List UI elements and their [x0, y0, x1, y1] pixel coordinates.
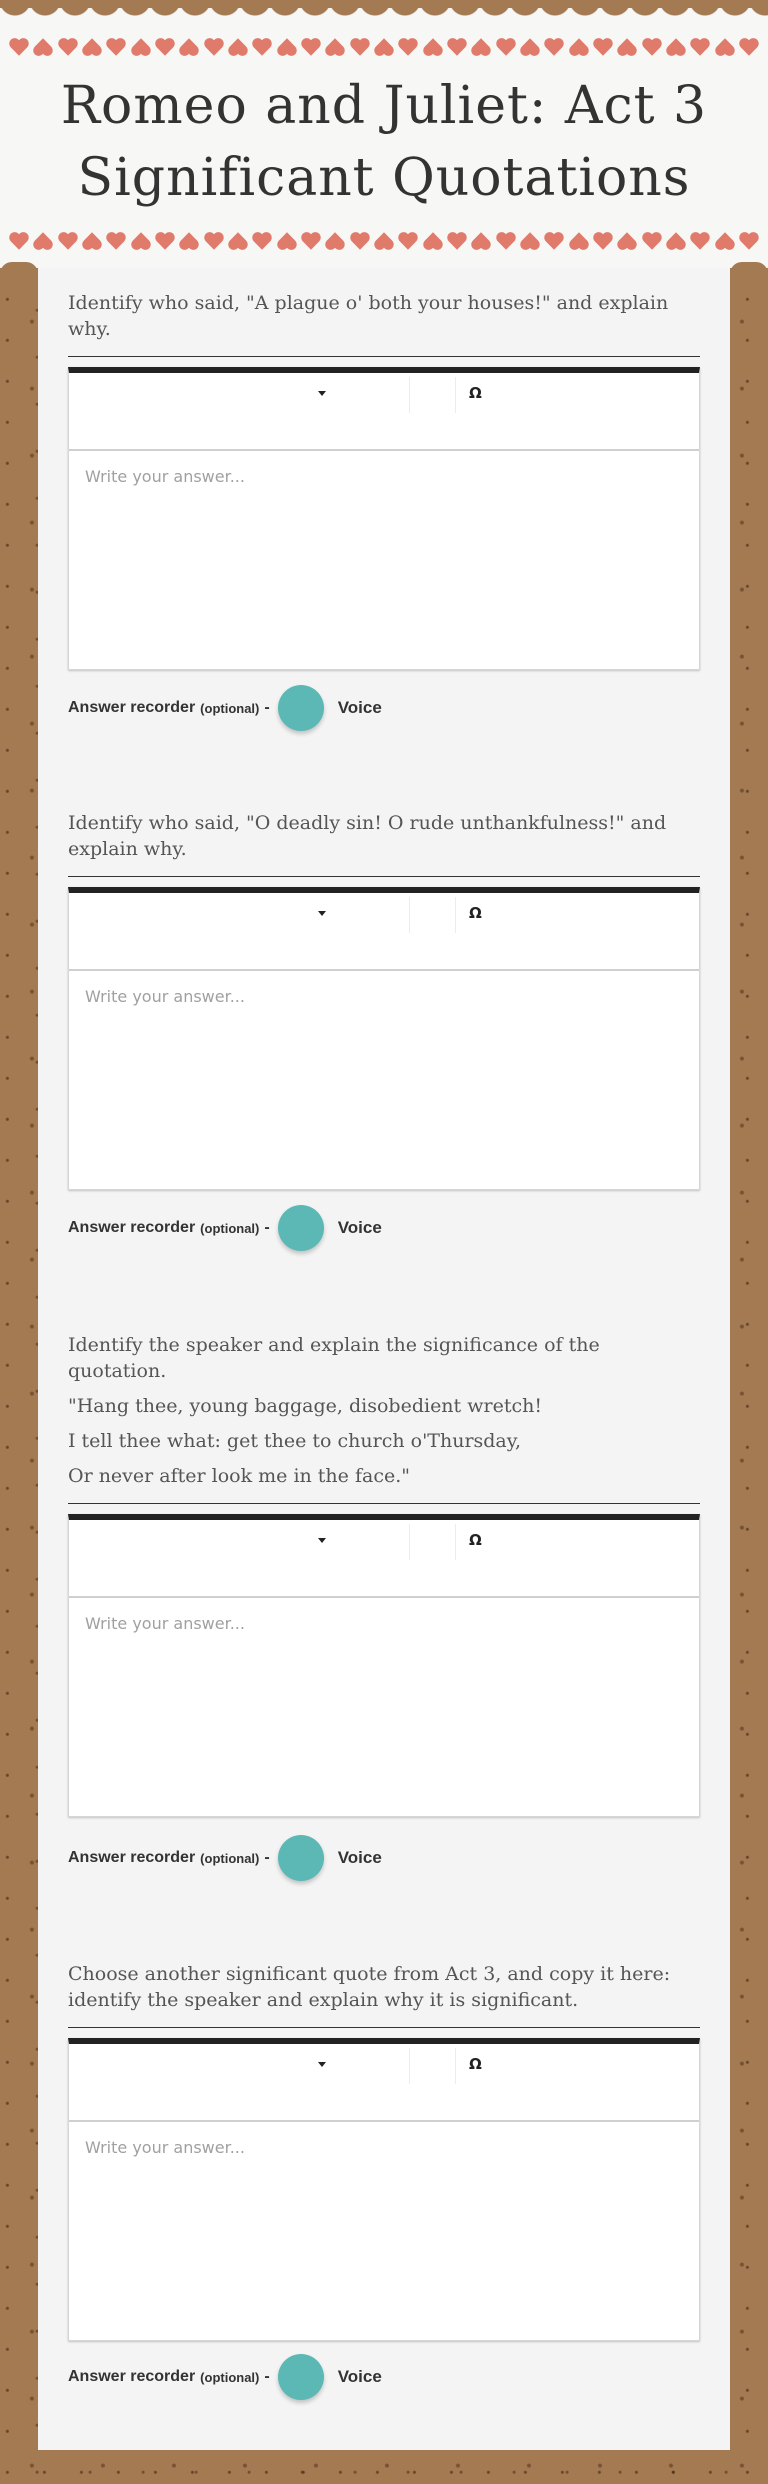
heart-icon: [519, 230, 541, 252]
question-prompt: [68, 810, 700, 862]
question-section-2: [68, 810, 700, 1190]
voice-label: Voice: [337, 2367, 382, 2386]
heart-icon: [251, 36, 273, 58]
heart-icon: [203, 230, 225, 252]
editor-toolbar: [69, 373, 699, 451]
editor-toolbar: [69, 1520, 699, 1598]
heart-icon: [495, 36, 517, 58]
recorder-label: Answer recorder: [68, 1849, 196, 1866]
format-dropdown[interactable]: [69, 2044, 409, 2084]
title-line-2: Significant Quotations: [77, 148, 691, 208]
heart-icon: [57, 230, 79, 252]
heart-icon: [568, 230, 590, 252]
voice-record-button[interactable]: [278, 685, 324, 731]
answer-recorder: [68, 2354, 382, 2400]
heart-icon: [373, 230, 395, 252]
top-scallop-border: [0, 0, 768, 22]
heart-icon: [251, 230, 273, 252]
heart-icon: [519, 36, 541, 58]
heart-icon: [543, 230, 565, 252]
heart-icon: [714, 36, 736, 58]
heart-icon: [495, 230, 517, 252]
toolbar-button[interactable]: [409, 893, 455, 933]
heart-icon: [81, 230, 103, 252]
heart-icon: [154, 230, 176, 252]
voice-record-button[interactable]: [278, 2354, 324, 2400]
answer-recorder: [68, 685, 382, 731]
special-character-icon[interactable]: Ω: [469, 2055, 482, 2073]
heart-icon: [665, 36, 687, 58]
heart-icon: [616, 36, 638, 58]
heart-icon: [81, 36, 103, 58]
chevron-down-icon: [318, 911, 326, 916]
voice-label: Voice: [337, 1218, 382, 1237]
heart-icon: [568, 36, 590, 58]
voice-record-button[interactable]: [278, 1835, 324, 1881]
heart-icon: [641, 230, 663, 252]
heart-icon: [8, 230, 30, 252]
toolbar-separator: [455, 2048, 456, 2084]
answer-recorder: [68, 1835, 382, 1881]
heart-icon: [178, 36, 200, 58]
voice-label: Voice: [337, 698, 382, 717]
divider: [68, 2027, 700, 2028]
divider: [68, 876, 700, 877]
heart-icon: [300, 230, 322, 252]
page-header: [0, 0, 768, 268]
quote-line-3: Or never after look me in the face.": [68, 1465, 410, 1487]
heart-icon: [714, 230, 736, 252]
heart-icon: [543, 36, 565, 58]
heart-icon: [470, 36, 492, 58]
voice-record-button[interactable]: [278, 1205, 324, 1251]
answer-editor[interactable]: [68, 2038, 700, 2341]
heart-icon: [203, 36, 225, 58]
toolbar-button[interactable]: [409, 373, 455, 413]
chevron-down-icon: [318, 391, 326, 396]
toolbar-separator: [455, 1524, 456, 1560]
answer-textarea[interactable]: Write your answer...: [85, 2138, 245, 2157]
recorder-dash: -: [264, 1849, 270, 1866]
format-dropdown[interactable]: [69, 1520, 409, 1560]
heart-icon: [446, 230, 468, 252]
chevron-down-icon: [318, 2062, 326, 2067]
heart-icon: [130, 36, 152, 58]
toolbar-separator: [455, 897, 456, 933]
answer-textarea[interactable]: Write your answer...: [85, 1614, 245, 1633]
recorder-dash: -: [264, 2368, 270, 2385]
toolbar-button[interactable]: [409, 1520, 455, 1560]
format-dropdown[interactable]: [69, 893, 409, 933]
left-scallop-edge: [0, 262, 38, 276]
toolbar-button[interactable]: [409, 2044, 455, 2084]
heart-icon: [276, 36, 298, 58]
worksheet-panel: [38, 268, 730, 2450]
answer-recorder: [68, 1205, 382, 1251]
voice-label: Voice: [337, 1848, 382, 1867]
recorder-label: Answer recorder: [68, 1219, 196, 1236]
heart-icon: [689, 230, 711, 252]
quote-line-2: I tell thee what: get thee to church o'Thursday,: [68, 1430, 522, 1452]
title-line-1: Romeo and Juliet: Act 3: [60, 76, 708, 136]
question-section-4: [68, 1961, 700, 2341]
answer-textarea[interactable]: Write your answer...: [85, 987, 245, 1006]
question-prompt: [68, 290, 700, 342]
heart-icon: [8, 36, 30, 58]
heart-icon: [470, 230, 492, 252]
heart-icon: [397, 36, 419, 58]
heart-icon: [422, 36, 444, 58]
top-hearts-border: [8, 32, 760, 62]
question-section-3: [68, 1332, 700, 1817]
heart-icon: [349, 36, 371, 58]
special-character-icon[interactable]: Ω: [469, 1531, 482, 1549]
heart-icon: [665, 230, 687, 252]
heart-icon: [227, 36, 249, 58]
answer-editor[interactable]: [68, 367, 700, 670]
bottom-hearts-border: [8, 226, 760, 256]
question-text: Choose another significant quote from Act 3, and copy it here: identify the speaker and explain why it is significant.: [68, 1963, 671, 2011]
heart-icon: [689, 36, 711, 58]
heart-icon: [422, 230, 444, 252]
chevron-down-icon: [318, 1538, 326, 1543]
question-text: Identify who said, "A plague o' both your houses!" and explain why.: [68, 292, 669, 340]
heart-icon: [738, 230, 760, 252]
toolbar-separator: [455, 377, 456, 413]
heart-icon: [324, 36, 346, 58]
recorder-optional: (optional): [200, 1220, 260, 1236]
heart-icon: [446, 36, 468, 58]
recorder-label: Answer recorder: [68, 699, 196, 716]
heart-icon: [373, 36, 395, 58]
heart-icon: [641, 36, 663, 58]
heart-icon: [349, 230, 371, 252]
answer-textarea[interactable]: Write your answer...: [85, 467, 245, 486]
heart-icon: [300, 36, 322, 58]
heart-icon: [32, 230, 54, 252]
answer-editor[interactable]: [68, 887, 700, 1190]
heart-icon: [324, 230, 346, 252]
divider: [68, 1503, 700, 1504]
recorder-label: Answer recorder: [68, 2368, 196, 2385]
heart-icon: [105, 36, 127, 58]
heart-icon: [57, 36, 79, 58]
heart-icon: [616, 230, 638, 252]
quote-line-1: "Hang thee, young baggage, disobedient wretch!: [68, 1395, 542, 1417]
editor-toolbar: [69, 893, 699, 971]
heart-icon: [105, 230, 127, 252]
question-section-1: [68, 290, 700, 670]
answer-editor[interactable]: [68, 1514, 700, 1817]
heart-icon: [178, 230, 200, 252]
recorder-optional: (optional): [200, 1850, 260, 1866]
question-text: Identify the speaker and explain the significance of the quotation.: [68, 1334, 600, 1382]
heart-icon: [32, 36, 54, 58]
heart-icon: [227, 230, 249, 252]
special-character-icon[interactable]: Ω: [469, 904, 482, 922]
special-character-icon[interactable]: Ω: [469, 384, 482, 402]
recorder-dash: -: [264, 699, 270, 716]
recorder-optional: (optional): [200, 2369, 260, 2385]
page-title: [0, 70, 768, 214]
heart-icon: [154, 36, 176, 58]
right-scallop-edge: [730, 262, 768, 276]
recorder-optional: (optional): [200, 700, 260, 716]
heart-icon: [592, 230, 614, 252]
heart-icon: [397, 230, 419, 252]
heart-icon: [592, 36, 614, 58]
question-prompt: [68, 1961, 700, 2013]
question-prompt: [68, 1332, 700, 1489]
heart-icon: [276, 230, 298, 252]
recorder-dash: -: [264, 1219, 270, 1236]
format-dropdown[interactable]: [69, 373, 409, 413]
heart-icon: [738, 36, 760, 58]
heart-icon: [130, 230, 152, 252]
question-text: Identify who said, "O deadly sin! O rude unthankfulness!" and explain why.: [68, 812, 667, 860]
editor-toolbar: [69, 2044, 699, 2122]
divider: [68, 356, 700, 357]
